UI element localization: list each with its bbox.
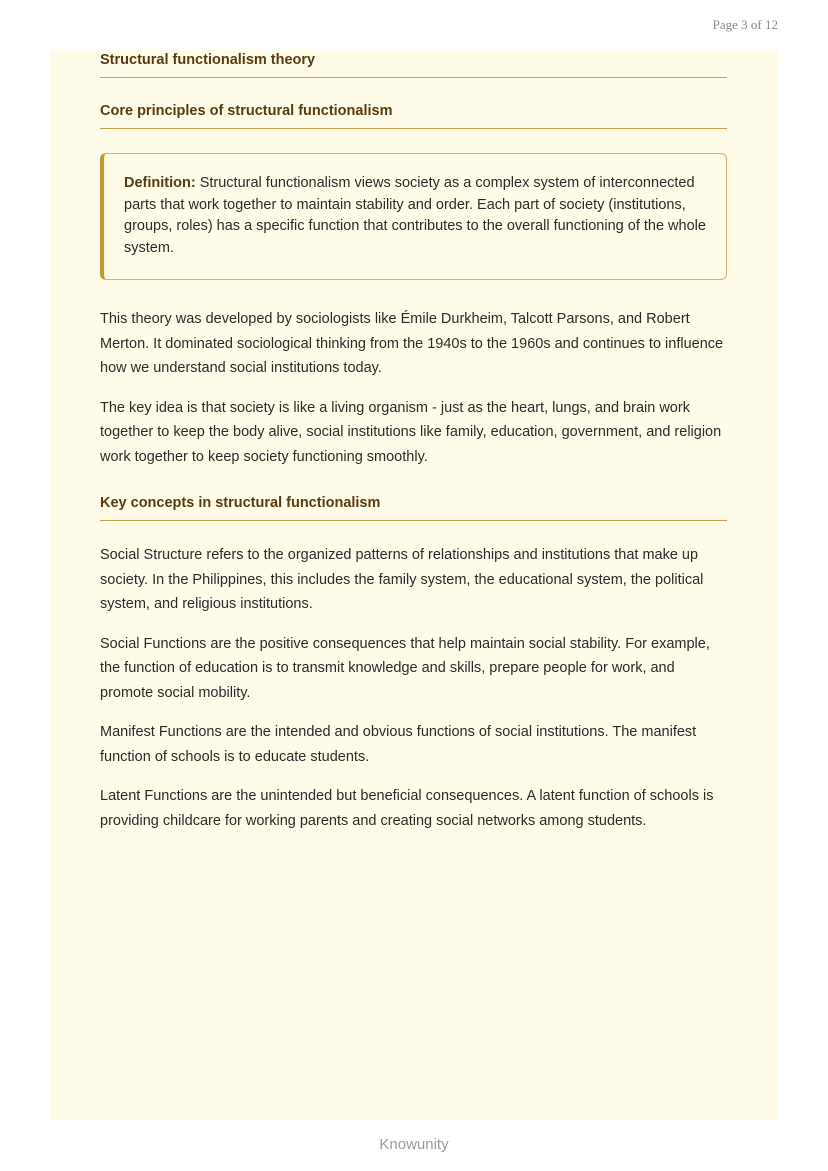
section-heading-core-principles: Core principles of structural functionalism <box>100 103 727 129</box>
section-heading-key-concepts: Key concepts in structural functionalism <box>100 495 727 521</box>
definition-box <box>100 153 727 280</box>
paragraph-key-idea: The key idea is that society is like a living organism - just as the heart, lungs, and brain work together to keep the body alive, social institutions like family, education, government, and religion work together to keep society functioning smoothly. <box>100 399 722 465</box>
concept-social-functions: Social Functions are the positive consequences that help maintain social stability. For example, the function of education is to transmit knowledge and skills, prepare people for work, and promote social mobility. <box>100 635 710 701</box>
concept-manifest-functions: Manifest Functions are the intended and obvious functions of social institutions. The manifest function of schools is to educate students. <box>100 724 697 765</box>
document-page <box>50 50 778 1120</box>
paragraph-theory-origin: This theory was developed by sociologists like Émile Durkheim, Talcott Parsons, and Robert Merton. It dominated sociological thinking from the 1940s to the 1960s and continues to influence how we understand social institutions today. <box>100 311 724 376</box>
definition-term: Definition: <box>124 175 196 191</box>
document-title: Structural functionalism theory <box>100 52 727 78</box>
concept-latent-functions: Latent Functions are the unintended but beneficial consequences. A latent function of schools is providing childcare for working parents and creating social networks among students. <box>100 788 714 829</box>
document-content <box>100 50 727 833</box>
concept-social-structure: Social Structure refers to the organized patterns of relationships and institutions that make up society. In the Philippines, this includes the family system, the educational system, the political system, and religious institutions. <box>100 547 704 612</box>
footer-brand: Knowunity <box>379 1136 449 1153</box>
page-number: Page 3 of 12 <box>712 17 778 32</box>
definition-text: Structural functionalism views society as a complex system of interconnected parts that work together to maintain stability and order. Each part of society (institutions, groups, roles) has a specific function that contributes to the overall functioning of the whole system. <box>124 175 706 256</box>
